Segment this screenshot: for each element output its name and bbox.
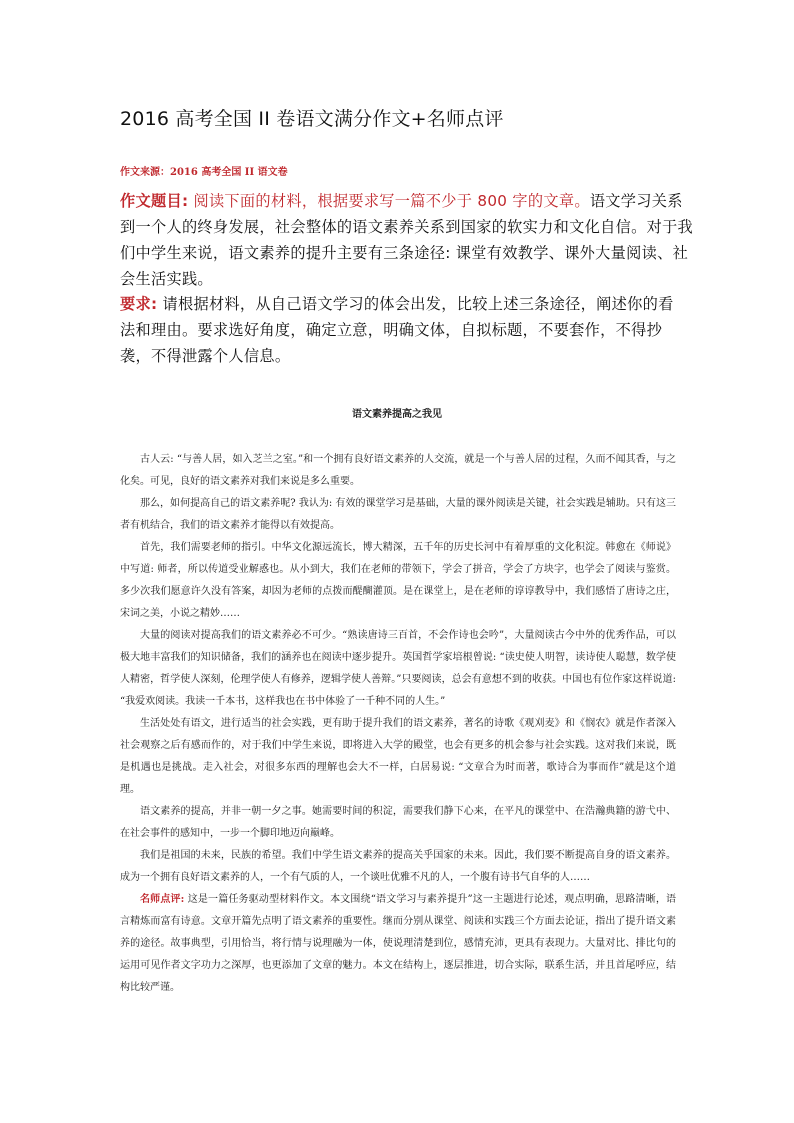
essay-body xyxy=(120,449,676,999)
requirement-text: 请根据材料，从自己语文学习的体会出发，比较上述三条途径，阐述你的看法和理由。要求选好角度，确定立意，明确文体，自拟标题，不要套作，不得抄袭，不得泄露个人信息。 xyxy=(120,295,674,365)
essay-source: 作文来源：2016 高考全国 II 语文卷 xyxy=(120,167,288,178)
document-title: 2016 高考全国 II 卷语文满分作文+名师点评 xyxy=(120,108,504,130)
prompt-label: 作文题目: xyxy=(120,192,189,210)
essay-paragraph: 生活处处有语文，进行适当的社会实践，更有助于提升我们的语文素养，著名的诗歌《观刈麦》和《悯农》就是作者深入社会观察之后有感而作的，对于我们中学生来说，即将进入大学的殿堂，也会有更多的机会参与社会实践。这对我们来说，既是机遇也是挑战。走入社会，对很多东西的理解也会大不一样，白居易说: “文章合为时而著，歌诗合为事而作”就是这个道理。 xyxy=(120,718,676,795)
essay-paragraph: 我们是祖国的未来，民族的希望。我们中学生语文素养的提高关乎国家的未来。因此，我们要不断提高自身的语文素养。成为一个拥有良好语文素养的人，一个有气质的人，一个谈吐优雅不凡的人，一个腹有诗书气自华的人…… xyxy=(120,850,676,883)
comment-text: 这是一篇任务驱动型材料作文。本文围绕“语文学习与素养提升”这一主题进行论述，观点明确，思路清晰，语言精炼而富有诗意。文章开篇先点明了语文素养的重要性。继而分别从课堂、阅读和实践三个方面去论证，指出了提升语文素养的途径。故事典型，引用恰当，将行情与说理融为一体，使说理清楚到位，感情充沛，更具有表现力。大量对比、排比句的运用可见作者文字功力之深厚，也更添加了文章的魅力。本文在结构上，逐层推进，切合实际，联系生活，并且首尾呼应，结构比较严谨。 xyxy=(120,894,676,993)
teacher-comment xyxy=(120,889,676,999)
prompt-red-text: 阅读下面的材料，根据要求写一篇不少于 800 字的文章。 xyxy=(188,192,590,210)
requirement-label: 要求: xyxy=(120,295,158,313)
essay-requirement xyxy=(120,291,680,369)
essay-paragraph: 古人云: “与善人居，如入芝兰之室。”和一个拥有良好语文素养的人交流，就是一个与善人居的过程，久而不闻其香，与之化矣。可见，良好的语文素养对我们来说是多么重要。 xyxy=(120,454,676,487)
essay-paragraph: 首先，我们需要老师的指引。中华文化源远流长，博大精深，五千年的历史长河中有着厚重的文化积淀。韩愈在《师说》中写道: 师者，所以传道受业解惑也。从小到大，我们在老师的带领下，学会了拼音，学会了方块字，也学会了阅读与鉴赏。多少次我们愿意许久没有答案，却因为老师的点拨而醍醐灌顶。是在课堂上，是在老师的谆谆教导中，我们感悟了唐诗之庄，宋词之美，小说之精妙…… xyxy=(120,542,676,619)
essay-paragraph: 语文素养的提高，并非一朝一夕之事。她需要时间的积淀，需要我们静下心来，在平凡的课堂中、在浩瀚典籍的游弋中、在社会事件的感知中，一步一个脚印地迈向巅峰。 xyxy=(120,806,676,839)
prompt-text: 语文学习关系到一个人的终身发展，社会整体的语文素养关系到国家的软实力和文化自信。对于我们中学生来说，语文素养的提升主要有三条途径: 课堂有效教学、课外大量阅读、社会生活实践。 xyxy=(120,192,694,288)
comment-label: 名师点评: xyxy=(140,894,185,905)
essay-paragraph: 大量的阅读对提高我们的语文素养必不可少。“熟读唐诗三百首，不会作诗也会吟”，大量阅读古今中外的优秀作品，可以极大地丰富我们的知识储备，我们的涵养也在阅读中逐步提升。英国哲学家培根曾说: “读史使人明智，读诗使人聪慧，数学使人精密，哲学使人深刻，伦理学使人有修养，逻辑学使人善辩。”只要阅读，总会有意想不到的收获。中国也有位作家这样说道: “我爱欢阅读。我读一千本书，这样我也在书中体验了一千种不同的人生。” xyxy=(120,630,676,707)
essay-paragraph: 那么，如何提高自己的语文素养呢? 我认为: 有效的课堂学习是基础，大量的课外阅读是关键，社会实践是辅助。只有这三者有机结合，我们的语文素养才能得以有效提高。 xyxy=(120,498,676,531)
essay-prompt xyxy=(120,188,695,292)
essay-title: 语文素养提高之我见 xyxy=(352,409,442,420)
